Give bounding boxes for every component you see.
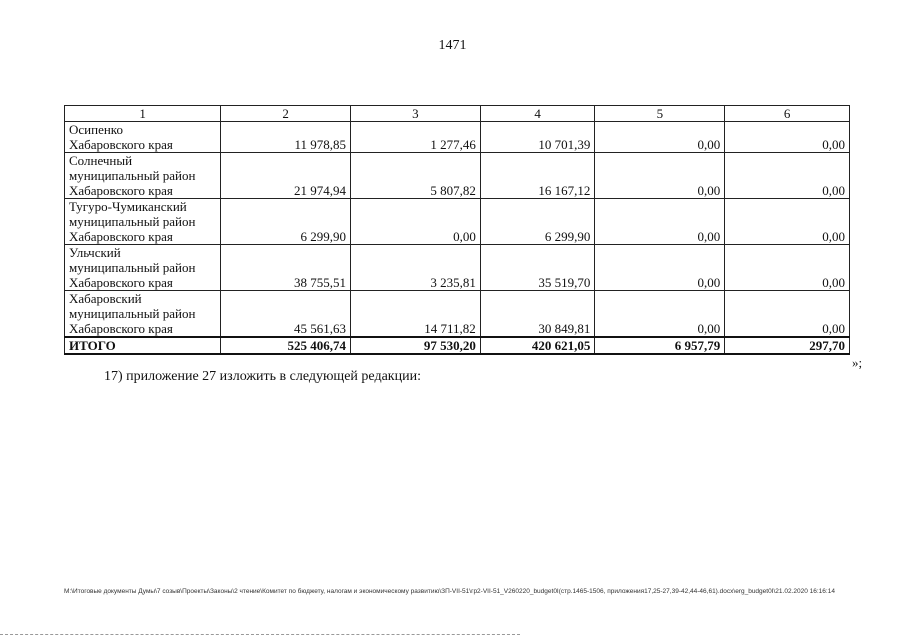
table-cell: 35 519,70 — [480, 245, 595, 291]
table-cell: 14 711,82 — [351, 291, 481, 338]
table-cell: 0,00 — [725, 245, 850, 291]
district-name: Солнечный муниципальный район Хабаровского края — [65, 153, 221, 199]
table-row — [65, 199, 850, 245]
column-header: 4 — [480, 106, 595, 122]
footer-file-path: M:\Итоговые документы Думы\7 созыв\Проекты\Законы\2 чтение\Комитет по бюджету, налогам и экономическому развитию\ЗП-VII-51\гр2-VII-51_V260220_budget0I(стр.1465-1506, приложения17,25-27,39-42,44-46,61).docx\erg_budget0I\21.02.2020 16:16:14 — [64, 588, 835, 595]
table-cell: 21 974,94 — [221, 153, 351, 199]
table-row — [65, 122, 850, 153]
budget-table — [64, 105, 850, 355]
table-cell: 1 277,46 — [351, 122, 481, 153]
district-name: Осипенко Хабаровского края — [65, 122, 221, 153]
total-cell: 297,70 — [725, 337, 850, 354]
district-name: Хабаровский муниципальный район Хабаровского края — [65, 291, 221, 338]
bottom-divider — [0, 634, 520, 635]
amendment-instruction: 17) приложение 27 изложить в следующей редакции: — [104, 369, 421, 384]
table-cell: 11 978,85 — [221, 122, 351, 153]
column-header: 2 — [221, 106, 351, 122]
table-cell: 0,00 — [725, 199, 850, 245]
table-cell: 0,00 — [595, 122, 725, 153]
table-cell: 0,00 — [595, 245, 725, 291]
district-name: Тугуро-Чумиканский муниципальный район Хабаровского края — [65, 199, 221, 245]
page-number: 1471 — [438, 38, 467, 53]
table-cell: 6 299,90 — [221, 199, 351, 245]
column-header: 6 — [725, 106, 850, 122]
column-header: 1 — [65, 106, 221, 122]
table-cell: 6 299,90 — [480, 199, 595, 245]
table-cell: 38 755,51 — [221, 245, 351, 291]
table-row — [65, 153, 850, 199]
table-cell: 0,00 — [351, 199, 481, 245]
column-header: 3 — [351, 106, 481, 122]
total-row — [65, 337, 850, 354]
district-name: Ульчский муниципальный район Хабаровского края — [65, 245, 221, 291]
table-cell: 0,00 — [725, 122, 850, 153]
table-cell: 0,00 — [595, 153, 725, 199]
total-label: ИТОГО — [65, 337, 221, 354]
table-cell: 0,00 — [595, 291, 725, 338]
column-header: 5 — [595, 106, 725, 122]
table-cell: 0,00 — [725, 291, 850, 338]
total-cell: 97 530,20 — [351, 337, 481, 354]
table-cell: 16 167,12 — [480, 153, 595, 199]
total-cell: 420 621,05 — [480, 337, 595, 354]
table-row — [65, 245, 850, 291]
table-cell: 0,00 — [595, 199, 725, 245]
table-row — [65, 291, 850, 338]
table-cell: 45 561,63 — [221, 291, 351, 338]
table-cell: 10 701,39 — [480, 122, 595, 153]
table-cell: 5 807,82 — [351, 153, 481, 199]
table-cell: 30 849,81 — [480, 291, 595, 338]
closing-quote-mark: »; — [852, 355, 863, 370]
total-cell: 6 957,79 — [595, 337, 725, 354]
total-cell: 525 406,74 — [221, 337, 351, 354]
table-cell: 3 235,81 — [351, 245, 481, 291]
table-cell: 0,00 — [725, 153, 850, 199]
table-header-row — [65, 106, 850, 122]
